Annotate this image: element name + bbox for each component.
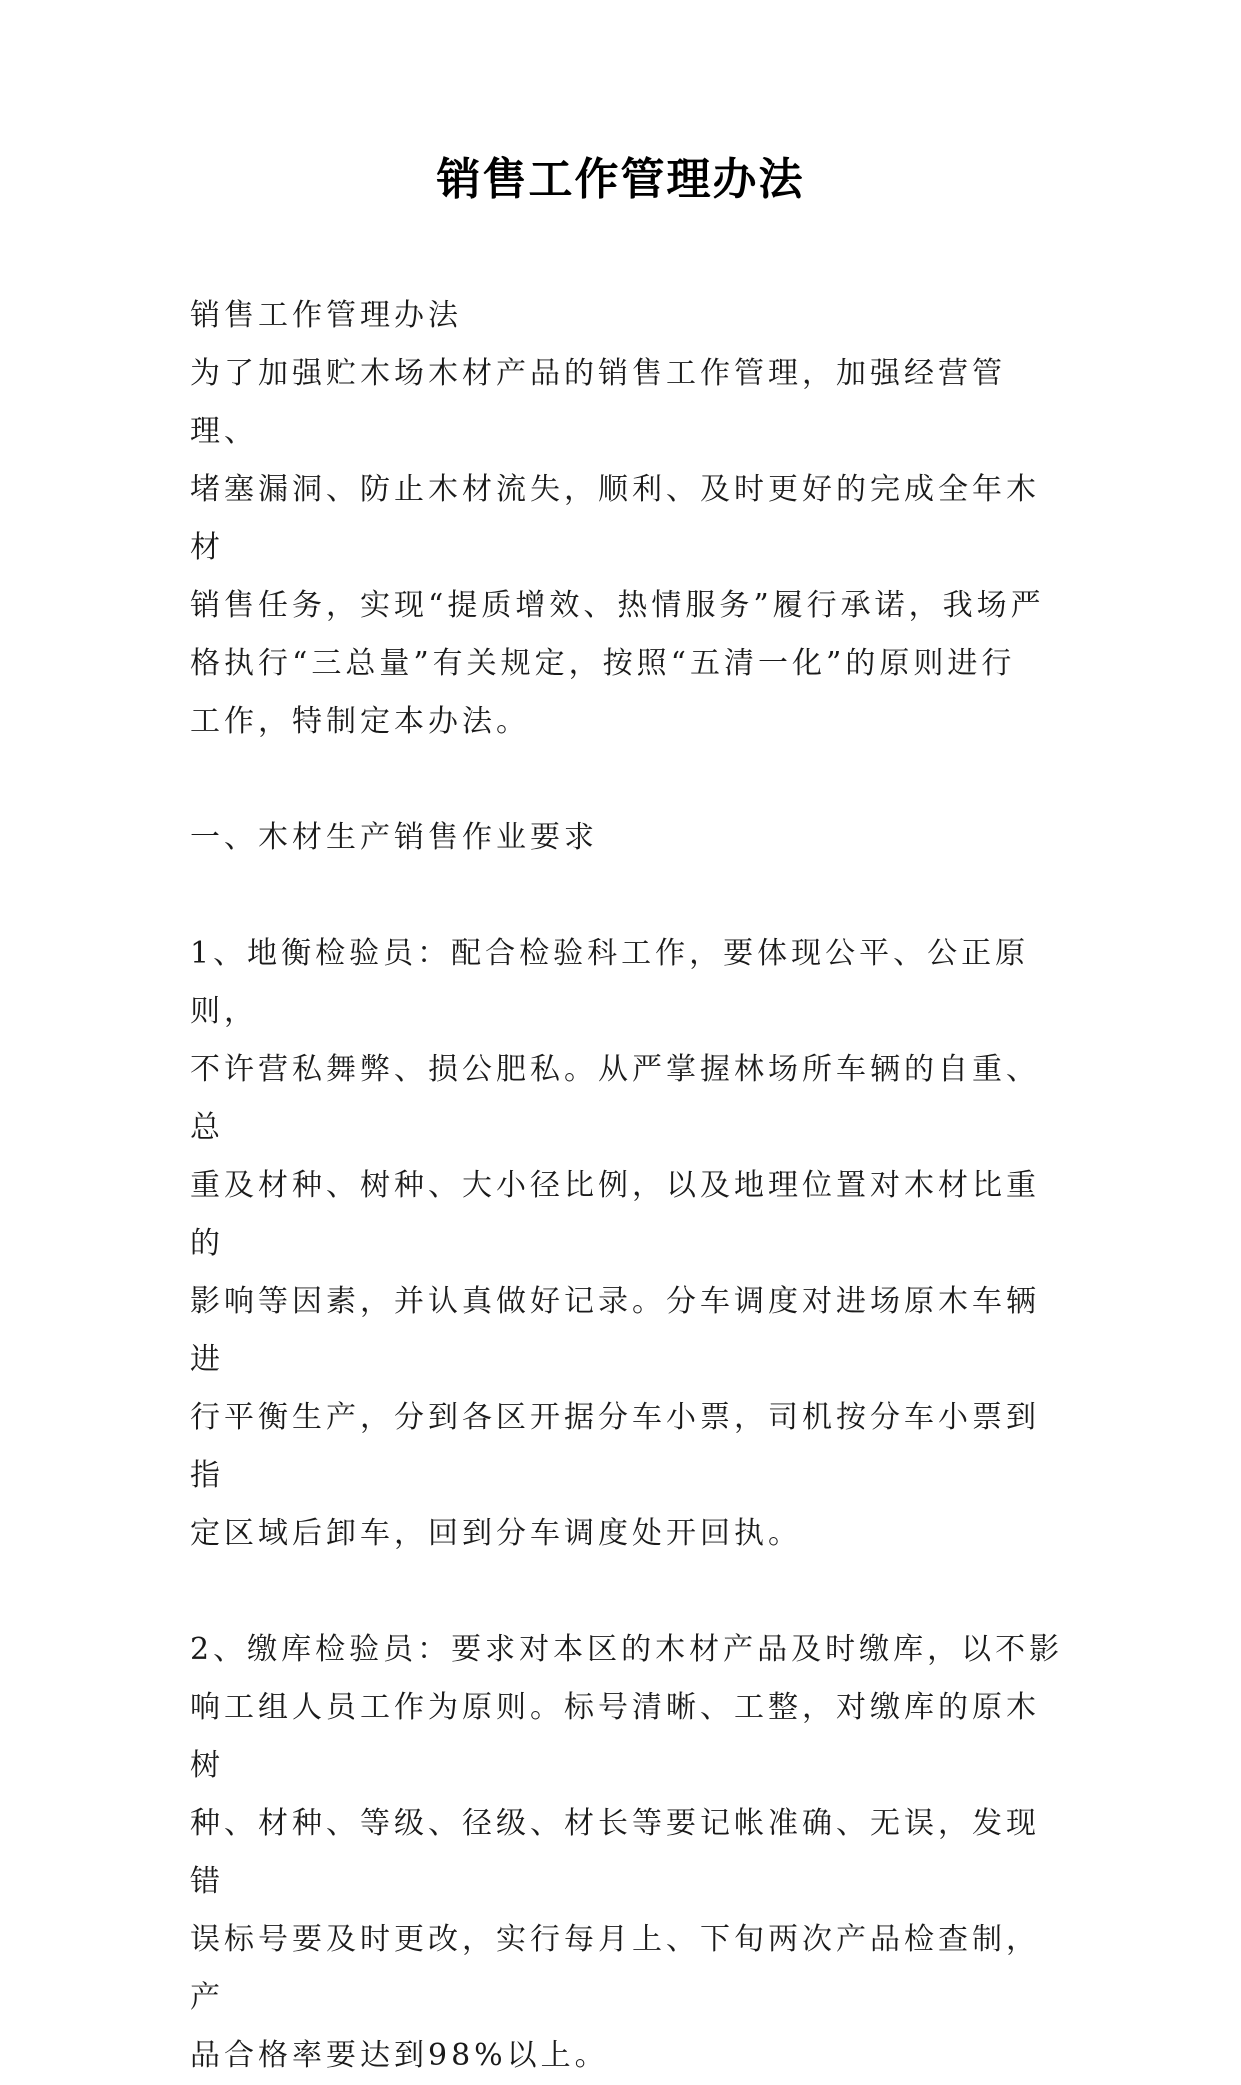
document-title: 销售工作管理办法 xyxy=(436,154,805,205)
intro-paragraph: 为了加强贮木场木材产品的销售工作管理，加强经营管理、 堵塞漏洞、防止木材流失，顺利、及时更好的完成全年木材 销售任务，实现“提质增效、热情服务”履行承诺，我场严 格执行“三总量”有关规定，按照“五清一化”的原则进行 工作，特制定本办法。 xyxy=(190,356,1045,739)
item-paragraph-1: 1、地衡检验员：配合检验科工作，要体现公平、公正原则， 不许营私舞弊、损公肥私。从严掌握林场所车辆的自重、总 重及材种、树种、大小径比例，以及地理位置对木材比重的 影响等因素，并认真做好记录。分车调度对进场原木车辆进 行平衡生产，分到各区开据分车小票，司机按分车小票到指 定区域后卸车，回到分车调度处开回执。 xyxy=(190,936,1040,1551)
document-body xyxy=(190,287,1070,2085)
paragraph-spacer xyxy=(190,1563,1070,1621)
document-subtitle: 销售工作管理办法 xyxy=(190,298,462,333)
paragraph-spacer xyxy=(190,867,1070,925)
section-heading: 一、木材生产销售作业要求 xyxy=(190,820,598,855)
item-paragraph-2: 2、缴库检验员：要求对本区的木材产品及时缴库，以不影 响工组人员工作为原则。标号清晰、工整，对缴库的原木树 种、材种、等级、径级、材长等要记帐准确、无误，发现错 误标号要及时更改，实行每月上、下旬两次产品检查制，产 品合格率要达到98%以上。 xyxy=(190,1632,1064,2073)
paragraph-spacer xyxy=(190,751,1070,809)
